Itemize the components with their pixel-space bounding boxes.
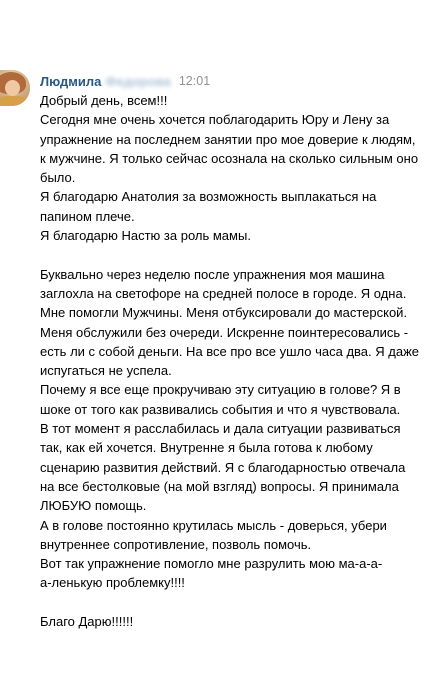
message-line: Почему я все еще прокручиваю эту ситуацию в голове? Я в bbox=[40, 382, 401, 398]
message-time[interactable]: 12:01 bbox=[178, 74, 211, 88]
message-line: упражнение на последнем занятии про мое доверие к людям, bbox=[40, 131, 416, 147]
message-line: Вот так упражнение помогло мне разрулить мою ма-а-а- bbox=[40, 556, 383, 572]
avatar[interactable] bbox=[0, 70, 30, 106]
message-line: к мужчине. Я только сейчас осознала на сколько сильным оно bbox=[40, 150, 419, 166]
author-last-name-blurred[interactable]: Федорова bbox=[105, 73, 171, 89]
message-line: А в голове постоянно крутилась мысль - доверься, убери bbox=[40, 517, 387, 533]
message-line: В тот момент я расслабилась и дала ситуации развиваться bbox=[40, 421, 401, 437]
message-line: есть ли с собой деньги. На все про все ушло часа два. Я даже bbox=[40, 343, 419, 359]
message-line: внутреннее сопротивление, позволь помочь. bbox=[40, 536, 312, 552]
message-line: было. bbox=[40, 170, 76, 186]
message-line: заглохла на светофоре на средней полосе в городе. Я одна. bbox=[40, 285, 407, 301]
message-line: Меня обслужили без очереди. Искренне поинтересовались - bbox=[40, 324, 409, 340]
message-line: испугаться не успела. bbox=[40, 363, 172, 379]
message-blank-line bbox=[40, 245, 436, 264]
message-blank-line bbox=[40, 593, 436, 612]
author-first-name[interactable]: Людмила bbox=[40, 73, 102, 89]
message-line: Я благодарю Настю за роль мамы. bbox=[40, 228, 251, 244]
message-line: а-ленькую проблемку!!!! bbox=[40, 575, 185, 591]
message-line: Сегодня мне очень хочется поблагодарить Юру и Лену за bbox=[40, 112, 390, 128]
message-line: так, как ей хочется. Внутренне я была готова к любому bbox=[40, 440, 373, 456]
message-line: ЛЮБУЮ помощь. bbox=[40, 498, 147, 514]
message-line: Мне помогли Мужчины. Меня отбуксировали до мастерской. bbox=[40, 305, 408, 321]
message-header bbox=[40, 73, 210, 89]
message-line: шоке от того как развивались события и что я чувствовала. bbox=[40, 401, 401, 417]
avatar-shirt bbox=[0, 96, 28, 106]
message-line: на все бестолковые (на мой взгляд) вопросы. Я принимала bbox=[40, 478, 399, 494]
message-line: Добрый день, всем!!! bbox=[40, 93, 168, 108]
message-line: Я благодарю Анатолия за возможность выплакаться на bbox=[40, 189, 377, 205]
message-text bbox=[40, 91, 436, 631]
avatar-face bbox=[5, 80, 20, 96]
message-line: Буквально через неделю после упражнения моя машина bbox=[40, 266, 385, 282]
message-line: Благо Дарю!!!!!! bbox=[40, 614, 134, 630]
message-line: сценарию развития действий. Я с благодарностью отвечала bbox=[40, 459, 406, 475]
message-line: папином плече. bbox=[40, 208, 135, 224]
